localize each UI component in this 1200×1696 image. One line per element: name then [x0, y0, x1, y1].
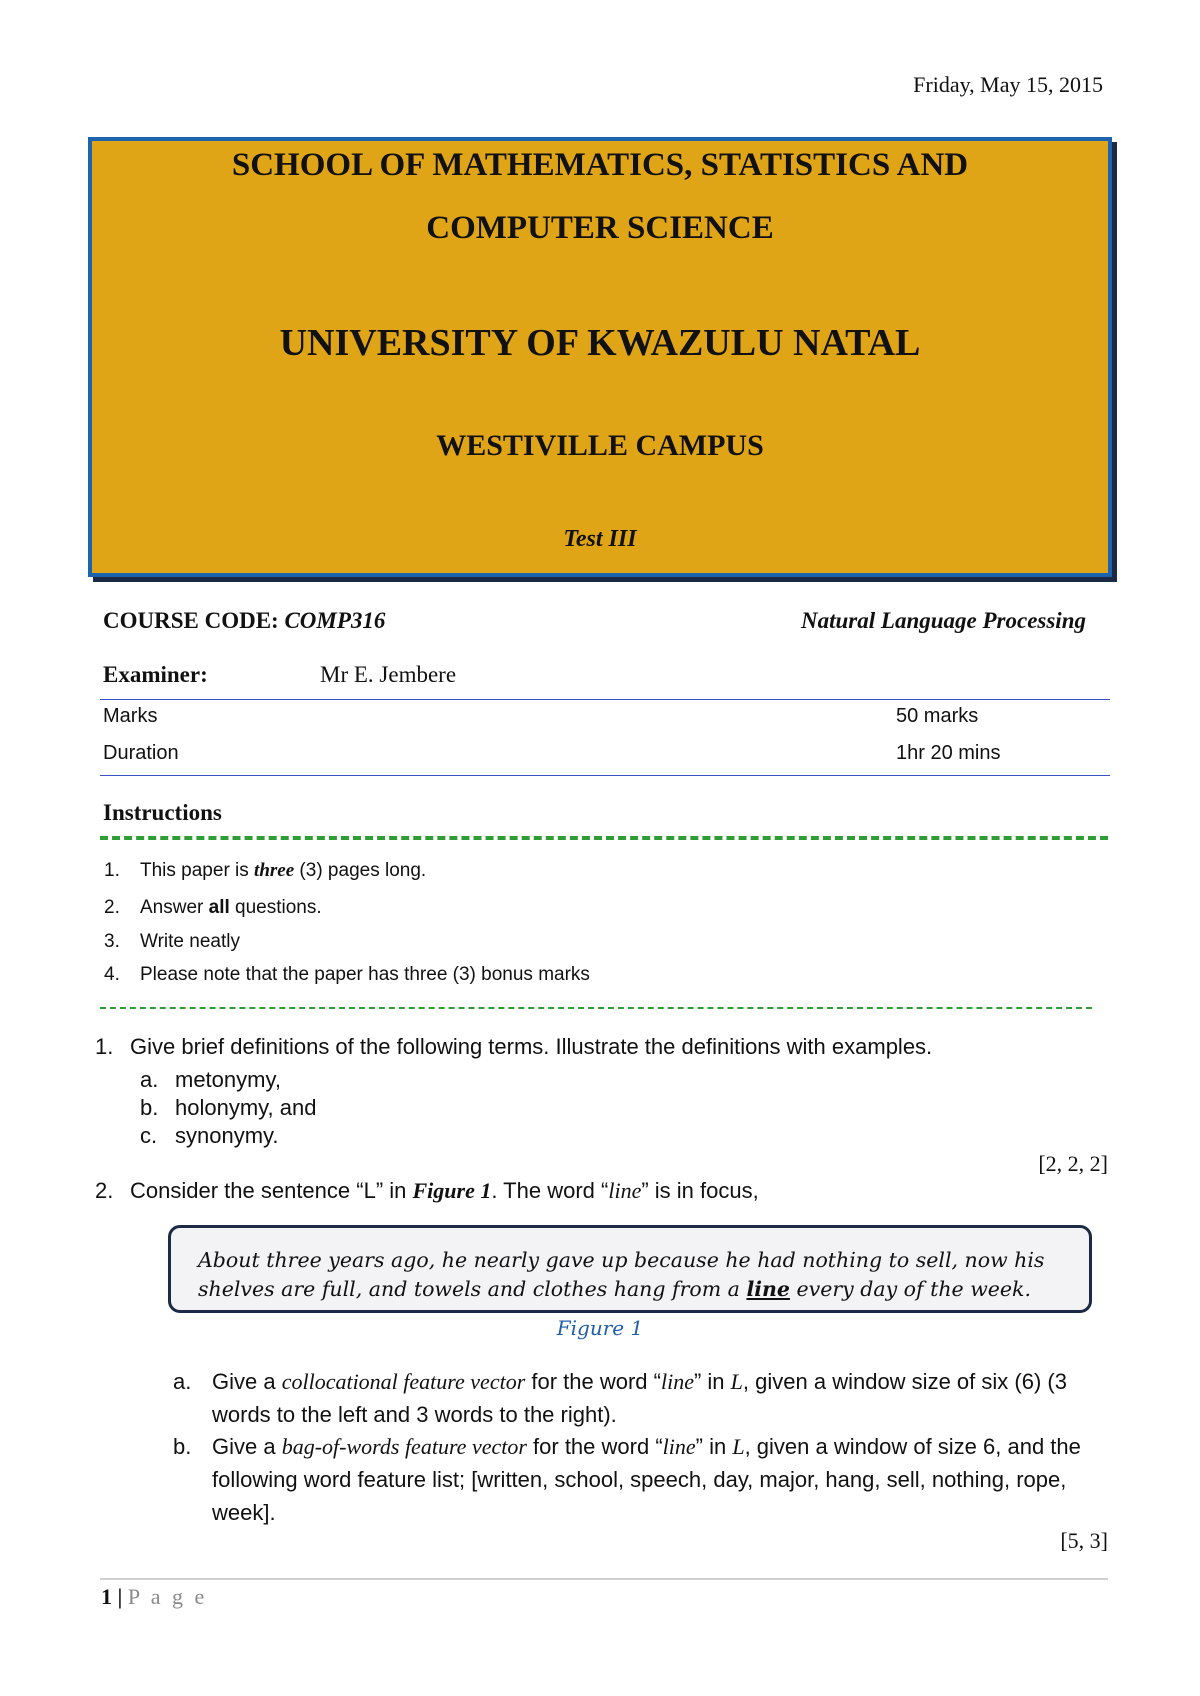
- sub-question-text: for the word “: [525, 1369, 661, 1394]
- sub-question-letter: b.: [173, 1434, 192, 1459]
- sub-question-text: Give a: [212, 1369, 282, 1394]
- school-line-1: SCHOOL OF MATHEMATICS, STATISTICS AND: [231, 147, 969, 183]
- question-number: 1.: [95, 1034, 114, 1059]
- instruction-number: 3.: [104, 931, 120, 952]
- instruction-text: Answer: [140, 897, 209, 918]
- footer-separator: |: [112, 1584, 128, 1609]
- duration-value: 1hr 20 mins: [896, 742, 1001, 764]
- instruction-text: Write neatly: [140, 931, 240, 952]
- sub-question-emphasis: collocational feature vector: [281, 1369, 526, 1394]
- sentence-symbol: L: [732, 1434, 745, 1459]
- sub-question-text: synonymy.: [175, 1123, 279, 1148]
- sub-question: [140, 1095, 316, 1121]
- university-name: UNIVERSITY OF KWAZULU NATAL: [279, 322, 921, 364]
- quote-text: About three years ago, he nearly gave up because he had nothing to sell, now his shelves are full, and towels and clothes hang from a: [198, 1248, 1045, 1301]
- sub-question-emphasis: bag-of-words feature vector: [281, 1434, 527, 1459]
- page-footer: [101, 1584, 207, 1610]
- sub-question-text: Give a: [212, 1434, 282, 1459]
- focus-word: line: [662, 1434, 696, 1459]
- focus-word: line: [608, 1178, 642, 1203]
- examiner-name: Mr E. Jembere: [320, 662, 457, 687]
- instruction-number: 1.: [104, 860, 120, 881]
- examiner-label: Examiner:: [103, 662, 208, 687]
- sub-question-letter: a.: [140, 1067, 159, 1092]
- course-code: [103, 608, 385, 634]
- figure-caption: Figure 1: [556, 1316, 644, 1340]
- question-text: Give brief definitions of the following terms. Illustrate the definitions with examples.: [130, 1034, 933, 1059]
- course-code-value: COMP316: [284, 608, 386, 633]
- instructions-heading: Instructions: [103, 800, 222, 825]
- date: Friday, May 15, 2015: [913, 72, 1103, 97]
- page-label: P a g e: [127, 1584, 208, 1609]
- divider: [100, 699, 1110, 700]
- sub-question-2a: [173, 1365, 1103, 1431]
- campus-name: WESTIVILLE CAMPUS: [436, 429, 764, 462]
- sub-question-2b: [173, 1430, 1103, 1529]
- focus-word: line: [660, 1369, 694, 1394]
- quote-focus-word: line: [746, 1277, 790, 1301]
- instruction-text: This paper is: [140, 860, 255, 881]
- instruction-text: (3) pages long.: [294, 860, 427, 881]
- school-line-2: COMPUTER SCIENCE: [426, 210, 774, 246]
- page-number: 1: [101, 1584, 112, 1609]
- sub-question: [140, 1123, 279, 1149]
- marks-value: 50 marks: [896, 705, 979, 727]
- sub-question-text: holonymy, and: [175, 1095, 317, 1120]
- course-name: Natural Language Processing: [801, 608, 1086, 633]
- marks-label: Marks: [103, 705, 158, 727]
- sub-question-letter: a.: [173, 1369, 192, 1394]
- dashed-divider: [100, 1007, 1092, 1009]
- test-name: Test III: [563, 526, 637, 552]
- question-1-marks: [2, 2, 2]: [1038, 1151, 1108, 1176]
- sub-question: [140, 1067, 281, 1093]
- instruction-item: [104, 897, 322, 919]
- sub-question-text: , given a window of size 6, and the following word feature list; [written, school, speech, day, major, hang, sell, nothing, rope, week].: [212, 1434, 1081, 1525]
- course-code-label: COURSE CODE:: [103, 608, 279, 633]
- question-text: ” is in focus,: [641, 1178, 759, 1203]
- question-2: [95, 1178, 759, 1204]
- footer-divider: [100, 1578, 1108, 1580]
- instruction-item: [104, 964, 590, 986]
- sub-question-text: , given a window size of six (6) (3 words to the left and 3 words to the right).: [212, 1369, 1067, 1427]
- instruction-emphasis: three: [254, 860, 295, 881]
- question-text: . The word “: [491, 1178, 609, 1203]
- title-banner: [88, 137, 1112, 577]
- sub-question-text: for the word “: [526, 1434, 663, 1459]
- question-number: 2.: [95, 1178, 114, 1203]
- question-2-marks: [5, 3]: [1060, 1528, 1108, 1553]
- instruction-text: Please note that the paper has three (3) bonus marks: [140, 964, 590, 985]
- figure-reference: Figure 1: [412, 1178, 492, 1203]
- question-1: [95, 1034, 932, 1060]
- instruction-number: 4.: [104, 964, 120, 985]
- question-text: Consider the sentence “L” in: [130, 1178, 413, 1203]
- sub-question-text: metonymy,: [175, 1067, 281, 1092]
- sub-question-text: ” in: [693, 1369, 731, 1394]
- divider: [100, 775, 1110, 776]
- instruction-number: 2.: [104, 897, 120, 918]
- instruction-item: [104, 860, 426, 882]
- sub-question-letter: c.: [140, 1123, 158, 1148]
- figure-1-quote-box: [168, 1225, 1092, 1313]
- instruction-emphasis: all: [208, 897, 230, 918]
- instruction-item: [104, 931, 240, 953]
- sub-question-text: ” in: [695, 1434, 733, 1459]
- duration-label: Duration: [103, 742, 179, 764]
- sentence-symbol: L: [730, 1369, 743, 1394]
- sub-question-letter: b.: [140, 1095, 159, 1120]
- dashed-divider: [100, 836, 1108, 840]
- instruction-text: questions.: [229, 897, 322, 918]
- quote-text: every day of the week.: [789, 1277, 1031, 1301]
